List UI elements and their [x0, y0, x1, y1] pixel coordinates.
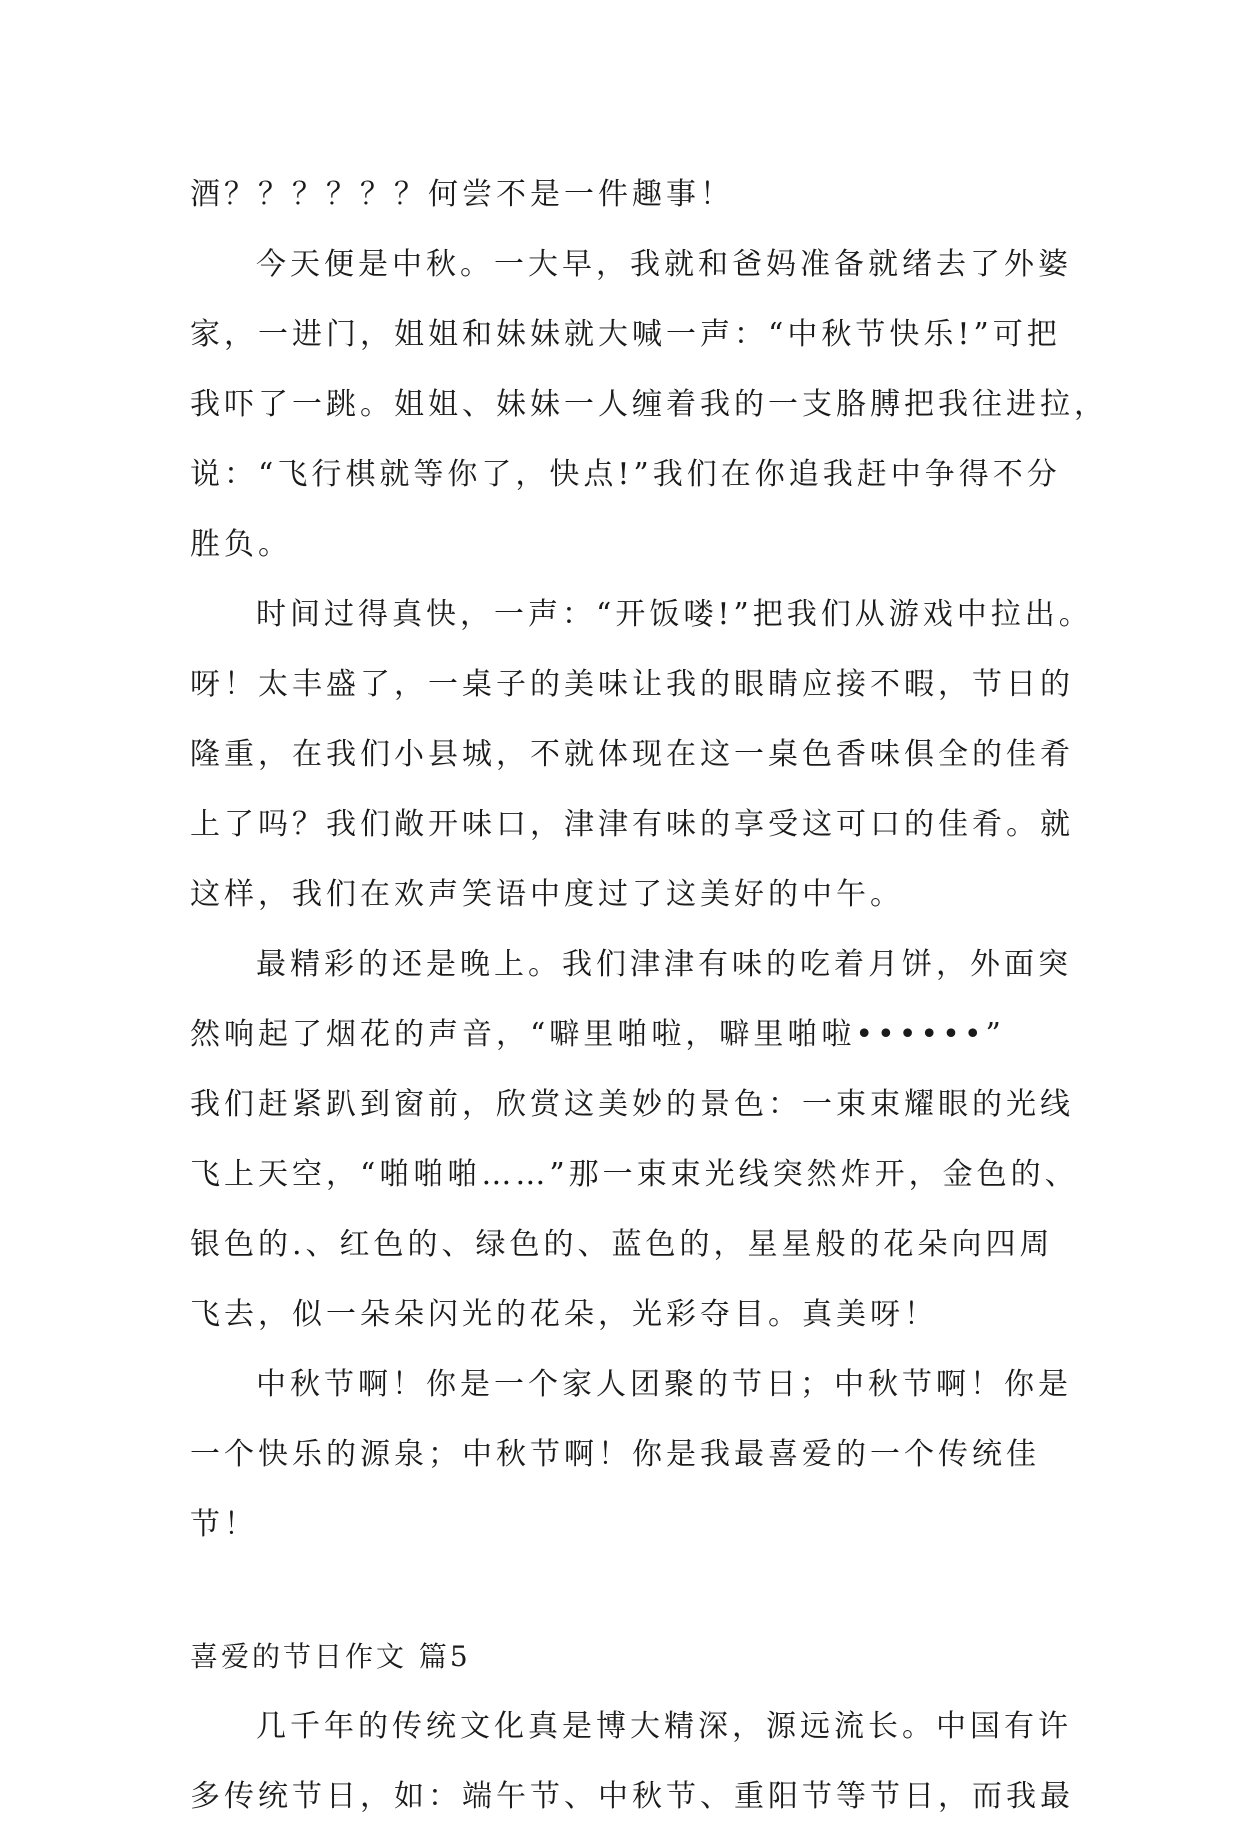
document-body — [190, 160, 1108, 1832]
text-line: 多传统节日，如：端午节、中秋节、重阳节等节日，而我最 — [190, 1779, 1074, 1814]
text-line: 银色的.、红色的、绿色的、蓝色的，星星般的花朵向四周 — [190, 1227, 1054, 1262]
text-line: 飞上天空，“啪啪啪……”那一束束光线突然炸开，金色的、 — [190, 1157, 1079, 1192]
paragraph-start-line: 几千年的传统文化真是博大精深，源远流长。中国有许 — [256, 1709, 1072, 1744]
text-line: 节！ — [190, 1507, 258, 1542]
paragraph-start-line: 今天便是中秋。一大早，我就和爸妈准备就绪去了外婆 — [256, 247, 1072, 282]
paragraph-start-line: 最精彩的还是晚上。我们津津有味的吃着月饼，外面突 — [256, 947, 1072, 982]
text-line: 飞去，似一朵朵闪光的花朵，光彩夺目。真美呀！ — [190, 1297, 938, 1332]
text-line: 隆重，在我们小县城，不就体现在这一桌色香味俱全的佳肴 — [190, 737, 1074, 772]
text-line: 家，一进门，姐姐和妹妹就大喊一声：“中秋节快乐!”可把 — [190, 317, 1061, 352]
text-line: 呀！太丰盛了，一桌子的美味让我的眼睛应接不暇，节日的 — [190, 667, 1074, 702]
text-line: 说：“飞行棋就等你了，快点!”我们在你追我赶中争得不分 — [190, 457, 1061, 492]
paragraph-start-line: 中秋节啊！你是一个家人团聚的节日；中秋节啊！你是 — [256, 1367, 1072, 1402]
text-line: 然响起了烟花的声音，“噼里啪啦，噼里啪啦••••••” — [190, 1017, 1005, 1052]
text-line: 上了吗？我们敞开味口，津津有味的享受这可口的佳肴。就 — [190, 807, 1074, 842]
text-line: 酒？？？？？？何尝不是一件趣事！ — [190, 177, 734, 212]
section-heading: 喜爱的节日作文 篇5 — [190, 1640, 471, 1673]
text-line: 我们赶紧趴到窗前，欣赏这美妙的景色：一束束耀眼的光线 — [190, 1087, 1074, 1122]
paragraph-start-line: 时间过得真快，一声：“开饭喽!”把我们从游戏中拉出。 — [256, 597, 1093, 632]
text-line: 我吓了一跳。姐姐、妹妹一人缠着我的一支胳膊把我往进拉， — [190, 387, 1108, 422]
text-line: 这样，我们在欢声笑语中度过了这美好的中午。 — [190, 877, 904, 912]
text-line: 一个快乐的源泉；中秋节啊！你是我最喜爱的一个传统佳 — [190, 1437, 1040, 1472]
section-gap — [190, 1560, 1060, 1622]
text-line: 胜负。 — [190, 527, 292, 562]
